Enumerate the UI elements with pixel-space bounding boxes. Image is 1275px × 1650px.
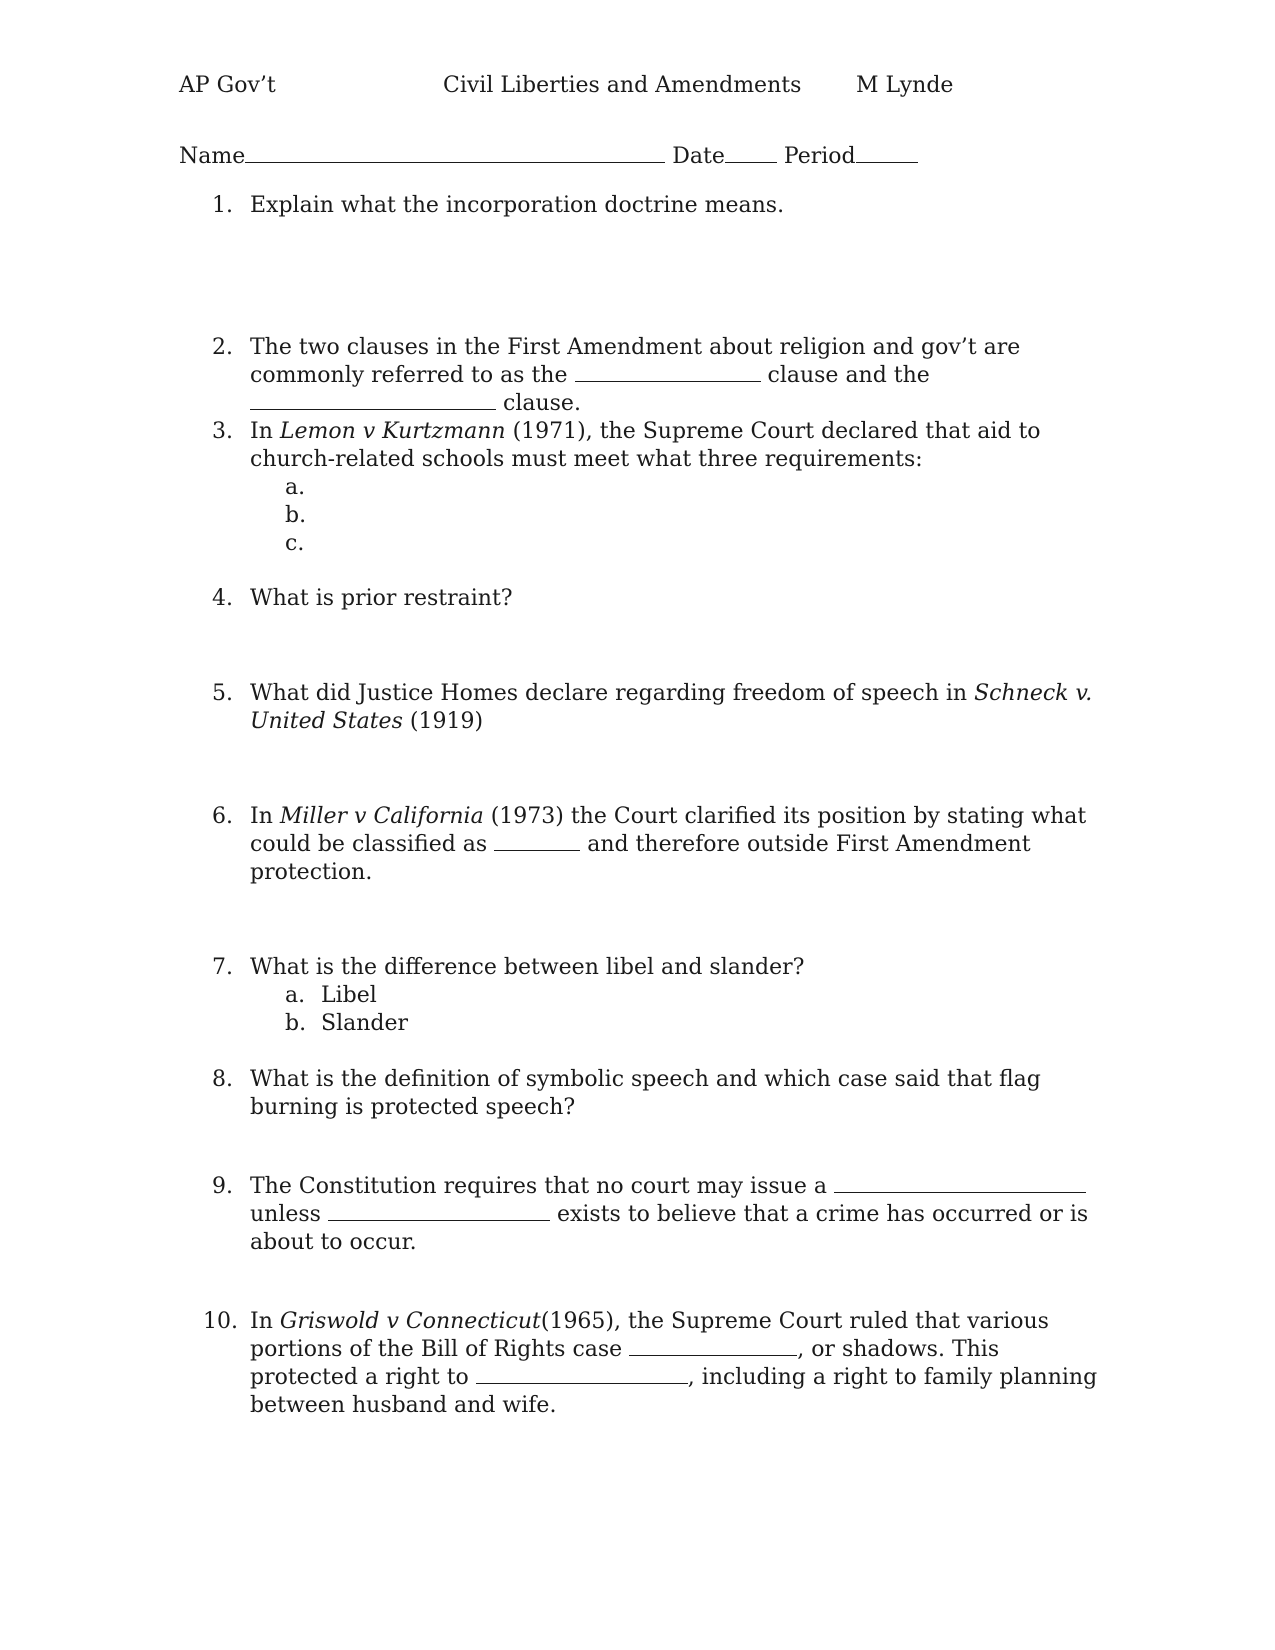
question-number: 6.: [212, 804, 233, 829]
text-fragment: and therefore outside First Amendment: [580, 832, 1031, 857]
sub-letter: a.: [285, 983, 306, 1008]
sub-item-libel: [285, 982, 377, 1010]
question-text-line: [250, 418, 1041, 446]
text-fragment: exists to believe that a crime has occurred or is: [549, 1202, 1089, 1227]
text-fragment: protected a right to: [250, 1365, 476, 1390]
question-text-line: The two clauses in the First Amendment about religion and gov’t are: [250, 335, 1021, 360]
question-text-line: What is the definition of symbolic speech and which case said that flag: [250, 1067, 1041, 1092]
period-label: Period: [783, 144, 856, 169]
question-text-line: [250, 390, 581, 418]
question-number: 2.: [212, 335, 233, 360]
question-text: What is prior restraint?: [250, 586, 513, 611]
question-text-line: [250, 1201, 1088, 1229]
question-text: Explain what the incorporation doctrine means.: [250, 193, 785, 218]
sub-text: Slander: [321, 1011, 409, 1036]
case-name: Miller v California: [279, 804, 484, 829]
penumbras-blank[interactable]: [629, 1337, 797, 1356]
question-number: 7.: [212, 955, 233, 980]
text-fragment: (1971), the Supreme Court declared that aid to: [505, 419, 1041, 444]
free-exercise-clause-blank[interactable]: [250, 391, 496, 410]
question-number: 8.: [212, 1067, 233, 1092]
date-label: Date: [672, 144, 725, 169]
establishment-clause-blank[interactable]: [575, 363, 761, 382]
text-fragment: unless: [250, 1202, 328, 1227]
sub-letter: b.: [285, 1011, 307, 1036]
obscenity-blank[interactable]: [494, 832, 580, 851]
question-text-line: [250, 1336, 999, 1364]
text-fragment: In: [250, 804, 280, 829]
text-fragment: (1919): [402, 709, 484, 734]
question-number: 5.: [212, 681, 233, 706]
text-fragment: portions of the Bill of Rights case: [250, 1337, 630, 1362]
question-text-line: church-related schools must meet what three requirements:: [250, 447, 923, 472]
case-name: Griswold v Connecticut: [279, 1309, 541, 1334]
question-text-line: [250, 1308, 1049, 1336]
name-blank[interactable]: [245, 144, 665, 163]
text-fragment: commonly referred to as the: [250, 363, 575, 388]
case-name: United States: [250, 709, 403, 734]
privacy-blank[interactable]: [476, 1365, 688, 1384]
student-info-row: [179, 144, 918, 169]
text-fragment: What did Justice Homes declare regarding freedom of speech in: [250, 681, 975, 706]
case-name: Schneck v.: [974, 681, 1093, 706]
question-text-line: [250, 362, 930, 390]
sub-item-a: a.: [285, 475, 306, 500]
teacher-name: M Lynde: [856, 73, 954, 98]
text-fragment: In: [250, 1309, 280, 1334]
worksheet-title: Civil Liberties and Amendments: [443, 73, 802, 98]
case-name: Lemon v Kurtzmann: [279, 419, 506, 444]
text-fragment: clause.: [496, 391, 581, 416]
question-text-line: [250, 1173, 1086, 1201]
text-fragment: The Constitution requires that no court may issue a: [250, 1174, 834, 1199]
sub-text: Libel: [321, 983, 377, 1008]
name-label: Name: [179, 144, 246, 169]
text-fragment: could be classified as: [250, 832, 495, 857]
question-text-line: [250, 831, 1031, 859]
question-text-line: protection.: [250, 860, 373, 885]
text-fragment: clause and the: [760, 363, 930, 388]
question-text-line: about to occur.: [250, 1230, 417, 1255]
period-blank[interactable]: [856, 144, 918, 163]
warrant-blank[interactable]: [834, 1174, 1086, 1193]
text-fragment: , or shadows. This: [797, 1337, 1000, 1362]
date-blank[interactable]: [725, 144, 777, 163]
question-text-line: burning is protected speech?: [250, 1095, 576, 1120]
question-text: What is the difference between libel and slander?: [250, 955, 805, 980]
course-label: AP Gov’t: [179, 73, 276, 98]
sub-item-slander: [285, 1010, 409, 1038]
sub-item-c: c.: [285, 531, 305, 556]
sub-item-b: b.: [285, 503, 307, 528]
question-number: 3.: [212, 419, 233, 444]
question-text-line: [250, 708, 483, 736]
question-number: 1.: [212, 193, 233, 218]
text-fragment: (1965), the Supreme Court ruled that various: [540, 1309, 1049, 1334]
probable-cause-blank[interactable]: [328, 1202, 550, 1221]
question-number: 4.: [212, 586, 233, 611]
text-fragment: , including a right to family planning: [687, 1365, 1098, 1390]
text-fragment: (1973) the Court clarified its position by stating what: [483, 804, 1087, 829]
question-text-line: [250, 1364, 1097, 1392]
question-number: 9.: [212, 1174, 233, 1199]
question-text-line: [250, 680, 1092, 708]
question-text-line: [250, 803, 1086, 831]
text-fragment: In: [250, 419, 280, 444]
question-number: 10.: [203, 1309, 238, 1334]
question-text-line: between husband and wife.: [250, 1393, 557, 1418]
